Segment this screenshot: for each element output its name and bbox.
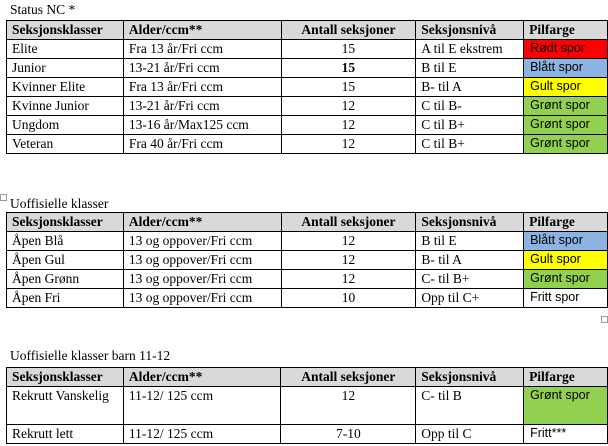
header-niva: Seksjonsnivå	[416, 213, 524, 232]
cell-klasse: Åpen Gul	[7, 251, 124, 270]
cell-pilfarge: Grønt spor	[524, 135, 608, 154]
header-antall: Antall seksjoner	[281, 213, 416, 232]
cell-klasse: Veteran	[7, 135, 124, 154]
cell-klasse: Rekrutt lett	[7, 425, 124, 444]
cell-klasse: Rekrutt Vanskelig	[7, 387, 124, 425]
table-barn	[6, 367, 608, 444]
cell-niva: C til B+	[416, 135, 524, 154]
table-header-row	[7, 368, 608, 387]
cell-alder: 11-12/ 125 ccm	[123, 387, 281, 425]
cell-niva: B- til A	[416, 251, 524, 270]
cell-niva: Opp til C	[416, 425, 524, 444]
table-row	[7, 78, 608, 97]
header-niva: Seksjonsnivå	[416, 21, 524, 40]
anchor-mark	[601, 316, 608, 323]
cell-antall: 12	[281, 251, 416, 270]
cell-alder: 11-12/ 125 ccm	[123, 425, 281, 444]
cell-alder: 13 og oppover/Fri ccm	[123, 232, 281, 251]
cell-niva: A til E ekstrem	[416, 40, 524, 59]
cell-pilfarge: Grønt spor	[524, 387, 608, 425]
cell-alder: 13 og oppover/Fri ccm	[123, 251, 281, 270]
table-row	[7, 289, 608, 308]
cell-antall: 12	[281, 116, 416, 135]
cell-pilfarge: Gult spor	[524, 78, 608, 97]
header-pilfarge: Pilfarge	[524, 213, 608, 232]
cell-niva: B til E	[416, 59, 524, 78]
cell-niva: B til E	[416, 232, 524, 251]
cell-niva: B- til A	[416, 78, 524, 97]
table-header-row	[7, 213, 608, 232]
table-uoffisielle	[6, 212, 608, 308]
table-row	[7, 270, 608, 289]
table-status-nc	[6, 20, 608, 154]
table-row	[7, 59, 608, 78]
cell-klasse: Kvinne Junior	[7, 97, 124, 116]
header-alder: Alder/ccm**	[123, 368, 281, 387]
cell-antall: 7-10	[281, 425, 416, 444]
cell-klasse: Kvinner Elite	[7, 78, 124, 97]
table-header-row	[7, 21, 608, 40]
table-row	[7, 40, 608, 59]
header-pilfarge: Pilfarge	[524, 21, 608, 40]
cell-antall: 12	[281, 232, 416, 251]
cell-antall: 12	[281, 387, 416, 425]
table-row	[7, 425, 608, 444]
cell-niva: C- til B	[416, 387, 524, 425]
cell-niva: Opp til C+	[416, 289, 524, 308]
table-row	[7, 232, 608, 251]
section-title-uoffisielle: Uoffisielle klasser	[10, 196, 109, 211]
cell-pilfarge: Fritt spor	[524, 289, 608, 308]
cell-antall: 10	[281, 289, 416, 308]
cell-klasse: Åpen Blå	[7, 232, 124, 251]
cell-klasse: Åpen Fri	[7, 289, 124, 308]
cell-alder: 13-21 år/Fri ccm	[123, 59, 281, 78]
cell-alder: 13 og oppover/Fri ccm	[123, 289, 281, 308]
header-niva: Seksjonsnivå	[416, 368, 524, 387]
header-seksjonsklasser: Seksjonsklasser	[7, 21, 124, 40]
cell-antall: 12	[281, 270, 416, 289]
cell-antall: 15	[281, 40, 416, 59]
header-seksjonsklasser: Seksjonsklasser	[7, 368, 124, 387]
cell-klasse: Ungdom	[7, 116, 124, 135]
header-alder: Alder/ccm**	[123, 213, 281, 232]
header-alder: Alder/ccm**	[123, 21, 281, 40]
cell-alder: 13 og oppover/Fri ccm	[123, 270, 281, 289]
cell-pilfarge: Grønt spor	[524, 97, 608, 116]
cell-alder: Fra 13 år/Fri ccm	[123, 78, 281, 97]
cell-pilfarge: Grønt spor	[524, 270, 608, 289]
cell-antall: 12	[281, 135, 416, 154]
anchor-mark	[0, 194, 7, 201]
cell-alder: 13-21 år/Fri ccm	[123, 97, 281, 116]
cell-alder: Fra 13 år/Fri ccm	[123, 40, 281, 59]
cell-niva: C- til B+	[416, 270, 524, 289]
header-antall: Antall seksjoner	[281, 368, 416, 387]
cell-klasse: Åpen Grønn	[7, 270, 124, 289]
cell-niva: C til B-	[416, 97, 524, 116]
cell-alder: 13-16 år/Max125 ccm	[123, 116, 281, 135]
section-title-status-nc: Status NC *	[10, 2, 76, 17]
cell-pilfarge: Rødt spor	[524, 40, 608, 59]
table-row	[7, 97, 608, 116]
cell-pilfarge: Gult spor	[524, 251, 608, 270]
cell-pilfarge: Blått spor	[524, 59, 608, 78]
cell-antall: 15	[281, 78, 416, 97]
cell-antall: 12	[281, 97, 416, 116]
section-title-barn: Uoffisielle klasser barn 11-12	[10, 348, 171, 363]
cell-klasse: Elite	[7, 40, 124, 59]
header-seksjonsklasser: Seksjonsklasser	[7, 213, 124, 232]
table-row	[7, 387, 608, 425]
cell-antall: 15	[281, 59, 416, 78]
table-row	[7, 135, 608, 154]
cell-pilfarge: Grønt spor	[524, 116, 608, 135]
cell-alder: Fra 40 år/Fri ccm	[123, 135, 281, 154]
table-row	[7, 116, 608, 135]
header-pilfarge: Pilfarge	[524, 368, 608, 387]
cell-niva: C til B+	[416, 116, 524, 135]
header-antall: Antall seksjoner	[281, 21, 416, 40]
cell-pilfarge: Fritt***	[524, 425, 608, 444]
cell-pilfarge: Blått spor	[524, 232, 608, 251]
table-row	[7, 251, 608, 270]
cell-klasse: Junior	[7, 59, 124, 78]
